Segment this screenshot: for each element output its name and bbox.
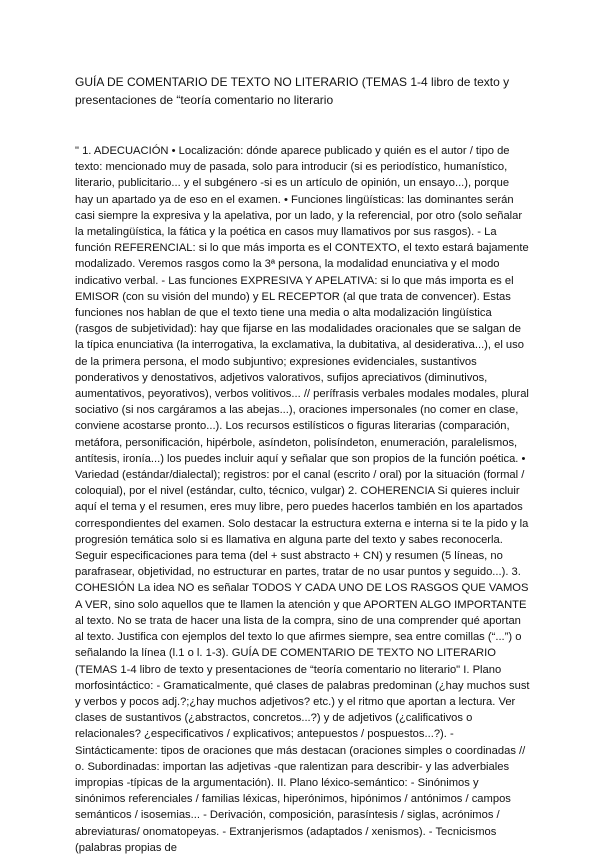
document-title: GUÍA DE COMENTARIO DE TEXTO NO LITERARIO (TEMAS 1-4 libro de texto y presentaciones de “teoría comentario no literario: [75, 75, 510, 107]
document-body: " 1. ADECUACIÓN • Localización: dónde aparece publicado y quién es el autor / tipo de texto: mencionado muy de pasada, solo para introducir (si es periodístico, humanístico, literario, publicitario... y el subgénero -si es un artículo de opinión, un ensayo...), porque hay un apartado ya de eso en el examen. • Funciones lingüísticas: las dominantes serán casi siempre la expresiva y la apelativa, por un lado, y la referencial, por otro (solo señalar la metalingüística, la fática y la poética en casos muy llamativos por sus rasgos). - La función REFERENCIAL: si lo que más importa es el CONTEXTO, el texto estará bajamente modalizado. Veremos rasgos como la 3ª persona, la modalidad enunciativa y el modo indicativo verbal. - Las funciones EXPRESIVA Y APELATIVA: si lo que más importa es el EMISOR (con su visión del mundo) y EL RECEPTOR (al que trata de convencer). Estas funciones nos hablan de que el texto tiene una media o alta modalización lingüística (rasgos de subjetividad): hay que fijarse en las modalidades oracionales que se salgan de la típica enunciativa (la interrogativa, la exclamativa, la dubitativa, al desiderativa...), el uso de la primera persona, el modo subjuntivo; expresiones evidenciales, sustantivos ponderativos y denostativos, adjetivos valorativos, sufijos apreciativos (diminutivos, aumentativos, peyorativos), verbos volitivos... // perífrasis verbales modales modales, plural sociativo (si nos cargáramos a las abejas...), oraciones impersonales (no comer en clase, conviene acostarse pronto...). Los recursos estilísticos o figuras literarias (comparación, metáfora, personificación, hipérbole, asíndeton, polisíndeton, enumeración, paralelismos, antítesis, ironía...) los puedes incluir aquí y señalar que son propios de la función poética. • Variedad (estándar/dialectal); registros: por el canal (escrito / oral) por la situación (formal / coloquial), por el nivel (estándar, culto, técnico, vulgar) 2. COHERENCIA Si quieres incluir aquí el tema y el resumen, eres muy libre, pero puedes hacerlos también en los apartados correspondientes del examen. Solo destacar la estructura externa e interna si te la pido y la progresión temática solo si es llamativa en alguna parte del texto y sabes reconocerla. Seguir especificaciones para tema (del + sust abstracto + CN) y resumen (5 líneas, no parafrasear, objetividad, no estructurar en partes, tratar de no usar puntos y seguido...). 3. COHESIÓN La idea NO es señalar TODOS Y CADA UNO DE LOS RASGOS QUE VAMOS A VER, sino solo aquellos que te llamen la atención y que APORTEN ALGO IMPORTANTE al texto. No se trata de hacer una lista de la compra, sino de una comprender qué aportan al texto. Justifica con ejemplos del texto lo que afirmes siempre, sea entre comillas (“...”) o señalando la línea (l.1 o l. 1-3). GUÍA DE COMENTARIO DE TEXTO NO LITERARIO (TEMAS 1-4 libro de texto y presentaciones de “teoría comentario no literario" I. Plano morfosintáctico: - Gramaticalmente, qué clases de palabras predominan (¿hay muchos sust y verbos y pocos adj.?;¿hay muchos adjetivos? etc.) y el ritmo que aportan a lectura. Ver clases de sustantivos (¿abstractos, concretos...?) y de adjetivos (¿calificativos o relacionales? ¿especificativos / explicativos; antepuestos / pospuestos...?). - Sintácticamente: tipos de oraciones que más destacan (oraciones simples o coordinadas // o. Subordinadas: importan las adjetivas -que ralentizan para describir- y las adverbiales impropias -típicas de la argumentación). II. Plano léxico-semántico: - Sinónimos y sinónimos referenciales / familias léxicas, hiperónimos, hipónimos / antónimos / campos semánticos / isosemias... - Derivación, composición, parasíntesis / siglas, acrónimos / abreviaturas/ onomatopeyas. - Extranjerismos (adaptados / xenismos). - Tecnicismos (palabras propias de: [75, 145, 530, 854]
